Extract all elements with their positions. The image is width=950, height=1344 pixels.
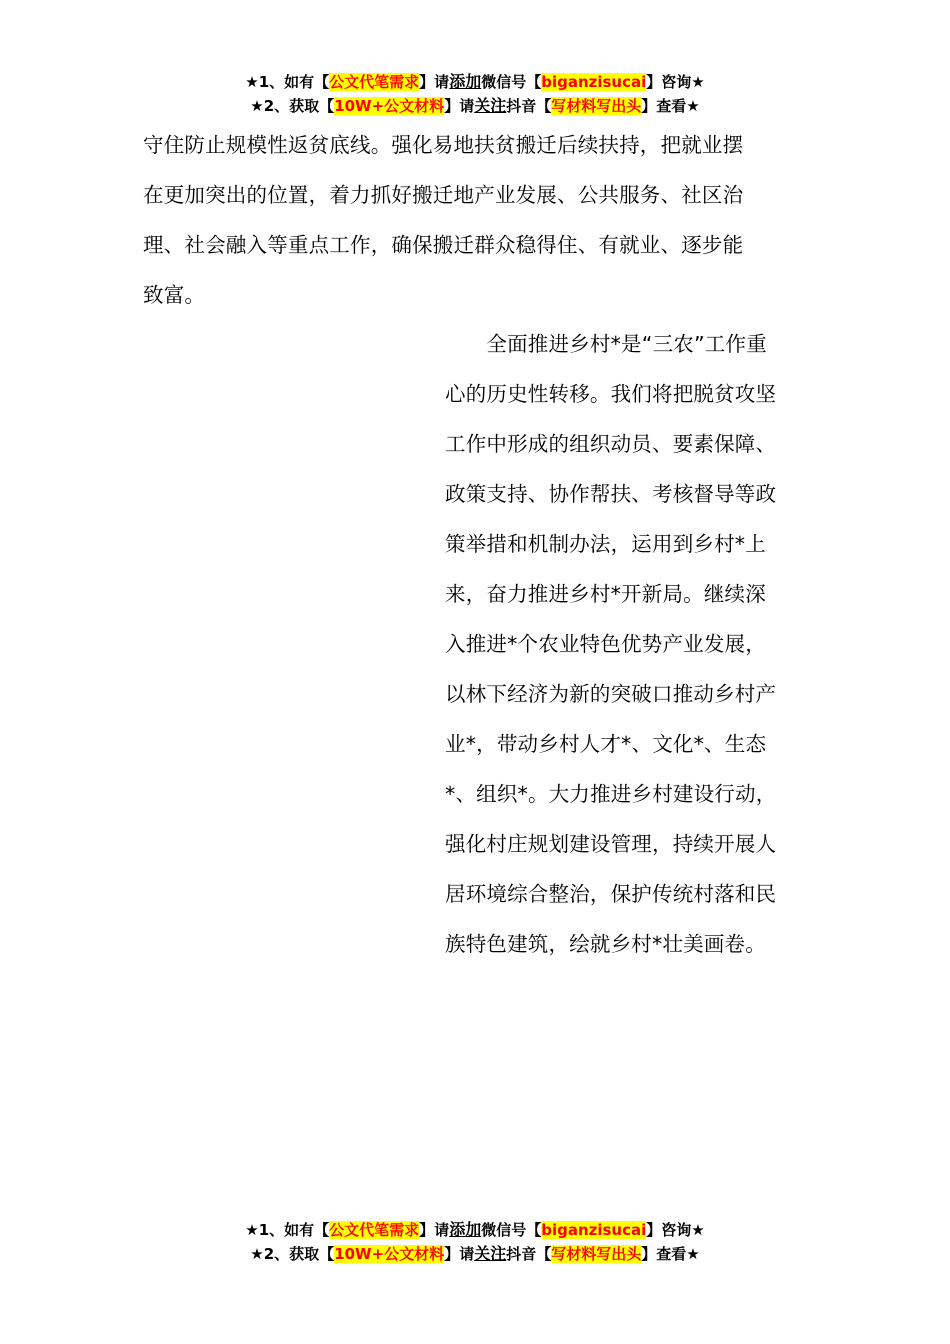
paragraph-2: [445, 319, 815, 969]
highlight-materials: 10W+公文材料: [334, 1245, 445, 1263]
banner-line-1: [0, 1218, 950, 1242]
banner-text: 微信号【: [481, 73, 542, 91]
highlight-wechat-id: biganzisucai: [541, 73, 647, 91]
text-line: 来，奋力推进乡村*开新局。继续深: [445, 582, 766, 606]
banner-text: 】请: [419, 73, 450, 91]
footer-banner: [0, 1218, 950, 1266]
banner-text: 抖音【: [506, 1245, 552, 1263]
banner-text: 】请: [444, 97, 475, 115]
banner-text: 】请: [444, 1245, 475, 1263]
text-line: *、组织*。大力推进乡村建设行动，: [445, 782, 777, 806]
underlined-text: 添加: [449, 1220, 482, 1239]
highlight-douyin: 写材料写出头: [551, 1245, 642, 1263]
text-line: 心的历史性转移。我们将把脱贫攻坚: [445, 382, 777, 406]
banner-text: ★2、获取【: [250, 1245, 335, 1263]
header-banner: [0, 70, 950, 118]
banner-text: ★2、获取【: [250, 97, 335, 115]
highlight-materials: 10W+公文材料: [334, 97, 445, 115]
banner-text: 】咨询★: [646, 1221, 705, 1239]
banner-line-2: [0, 94, 950, 118]
banner-text: 微信号【: [481, 1221, 542, 1239]
highlight-wechat-id: biganzisucai: [541, 1221, 647, 1239]
underlined-text: 关注: [474, 1244, 507, 1263]
text-line: 居环境综合整治，保护传统村落和民: [445, 882, 777, 906]
underlined-text: 添加: [449, 72, 482, 91]
banner-text: 】咨询★: [646, 73, 705, 91]
banner-text: ★1、如有【: [245, 1221, 330, 1239]
banner-text: 】查看★: [641, 97, 700, 115]
text-line: 强化村庄规划建设管理，持续开展人: [445, 832, 777, 856]
banner-line-2: [0, 1242, 950, 1266]
text-line: 业*，带动乡村人才*、文化*、生态: [445, 732, 767, 756]
text-line: 政策支持、协作帮扶、考核督导等政: [445, 482, 777, 506]
text-line: 在更加突出的位置，着力抓好搬迁地产业发展、公共服务、社区治: [143, 183, 744, 207]
text-line: 策举措和机制办法，运用到乡村*上: [445, 532, 766, 556]
highlight-service: 公文代笔需求: [329, 73, 420, 91]
underlined-text: 关注: [474, 96, 507, 115]
text-line: 全面推进乡村*是“三农”工作重: [445, 332, 767, 356]
banner-text: 抖音【: [506, 97, 552, 115]
banner-text: 】请: [419, 1221, 450, 1239]
text-line: 入推进*个农业特色优势产业发展，: [445, 632, 766, 656]
text-line: 守住防止规模性返贫底线。强化易地扶贫搬迁后续扶持，把就业摆: [143, 133, 744, 157]
paragraph-1: [143, 120, 813, 320]
text-line: 族特色建筑，绘就乡村*壮美画卷。: [445, 932, 766, 956]
highlight-douyin: 写材料写出头: [551, 97, 642, 115]
banner-text: ★1、如有【: [245, 73, 330, 91]
banner-line-1: [0, 70, 950, 94]
highlight-service: 公文代笔需求: [329, 1221, 420, 1239]
text-line: 工作中形成的组织动员、要素保障、: [445, 432, 777, 456]
text-line: 以林下经济为新的突破口推动乡村产: [445, 682, 777, 706]
banner-text: 】查看★: [641, 1245, 700, 1263]
text-line: 致富。: [143, 283, 206, 307]
text-line: 理、社会融入等重点工作，确保搬迁群众稳得住、有就业、逐步能: [143, 233, 744, 257]
